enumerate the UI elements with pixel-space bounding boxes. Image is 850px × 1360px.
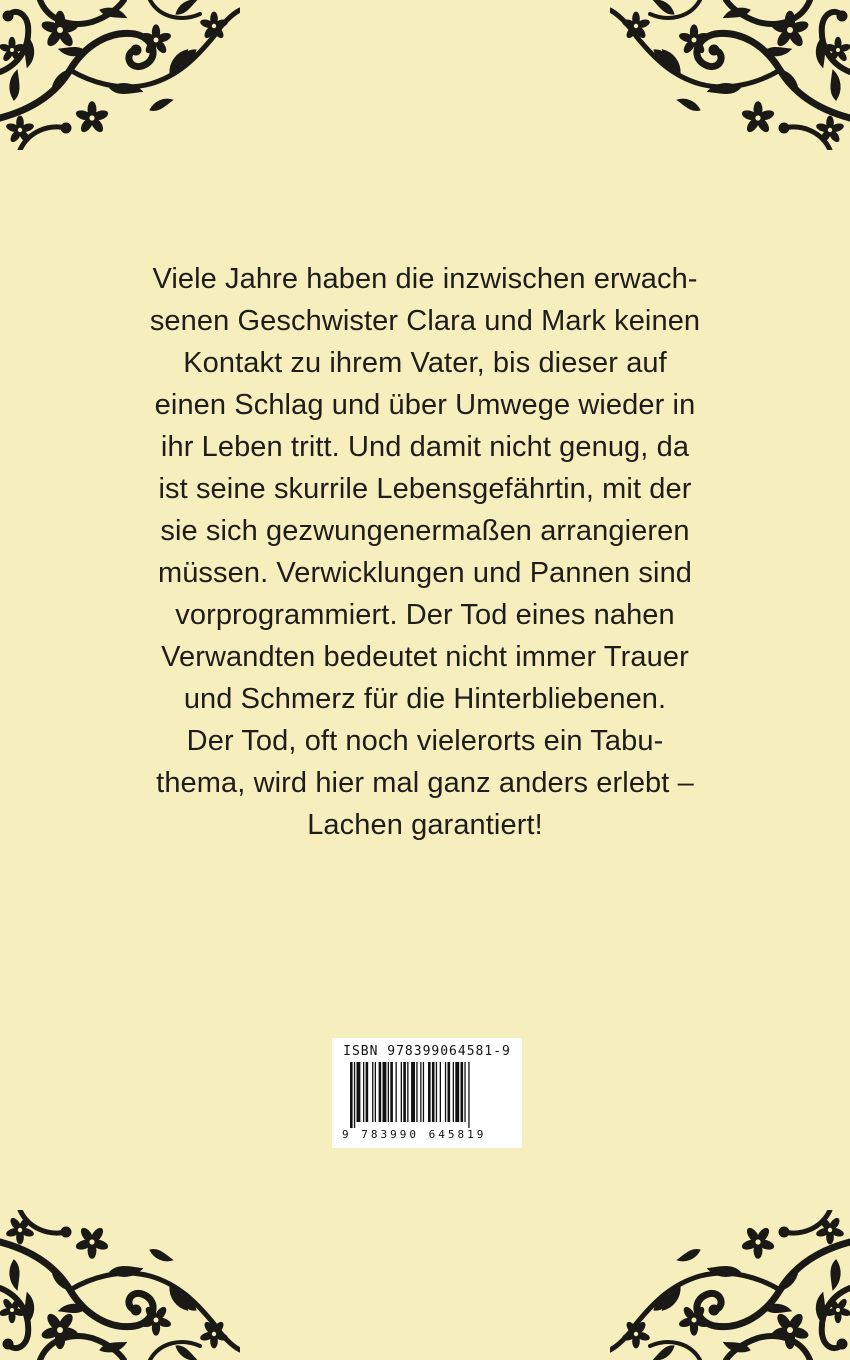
barcode-bar	[428, 1062, 431, 1122]
barcode-bar	[455, 1062, 459, 1122]
blurb-line: sie sich gezwungenermaßen arrangieren	[160, 515, 690, 547]
blurb-text	[100, 258, 750, 846]
barcode-bar	[436, 1062, 437, 1122]
barcode-bar	[407, 1062, 408, 1122]
blurb-line: vorprogrammiert. Der Tod eines nahen	[175, 599, 675, 631]
barcode-bar	[401, 1062, 402, 1122]
blurb-line: Lachen garantiert!	[307, 809, 543, 841]
barcode-bar	[363, 1062, 364, 1122]
barcode-bar	[448, 1062, 451, 1122]
ean-digits: 9 783990 645819	[342, 1128, 487, 1141]
barcode-bar	[354, 1062, 355, 1128]
blurb-line: Der Tod, oft noch vielerorts ein Tabu-	[186, 725, 664, 757]
blurb-line: und Schmerz für die Hinterbliebenen.	[183, 683, 667, 715]
barcode-bar	[366, 1062, 369, 1122]
barcode-bar	[420, 1062, 421, 1122]
barcode-bar	[357, 1062, 361, 1122]
floral-ornament-bottom-right-icon	[610, 1210, 850, 1360]
barcode-bar	[445, 1062, 446, 1122]
barcode-bar	[375, 1062, 376, 1122]
barcode-bar	[432, 1062, 435, 1122]
floral-ornament-bottom-left-icon	[0, 1210, 240, 1360]
barcode-bar	[403, 1062, 406, 1122]
barcode-icon	[350, 1062, 504, 1128]
barcode-bar	[390, 1062, 393, 1122]
blurb-line: müssen. Verwicklungen und Pannen sind	[157, 557, 693, 589]
barcode-bar	[453, 1062, 454, 1122]
floral-ornament-top-right-icon	[610, 0, 850, 150]
barcode-bar	[423, 1062, 424, 1122]
barcode-bar	[468, 1062, 469, 1128]
barcode-bar	[464, 1062, 465, 1122]
blurb-line: Verwandten bedeutet nicht immer Trauer	[161, 641, 689, 673]
barcode-bar	[440, 1062, 441, 1122]
barcode-bar	[388, 1062, 389, 1122]
barcode-bar	[379, 1062, 382, 1122]
blurb-line: thema, wird hier mal ganz anders erlebt –	[156, 767, 694, 799]
blurb-line: Viele Jahre haben die inzwischen erwach-	[152, 263, 698, 295]
floral-ornament-top-left-icon	[0, 0, 240, 150]
floral-ornament-svg	[0, 0, 240, 150]
barcode-bar	[350, 1062, 353, 1128]
barcode-bar	[461, 1062, 464, 1122]
isbn-barcode	[332, 1038, 522, 1148]
blurb-line: senen Geschwister Clara und Mark keinen	[149, 305, 701, 337]
barcode-bar	[411, 1062, 415, 1122]
blurb-line: ihr Leben tritt. Und damit nicht genug, da	[160, 431, 690, 463]
blurb-line: Kontakt zu ihrem Vater, bis dieser auf	[183, 347, 667, 379]
barcode-bar	[372, 1062, 373, 1122]
blurb-line: einen Schlag und über Umwege wieder in	[154, 389, 696, 421]
barcode-bar	[396, 1062, 397, 1122]
blurb-line: ist seine skurrile Lebensgefährtin, mit der	[158, 473, 692, 505]
barcode-bar	[383, 1062, 387, 1122]
barcode-bar	[416, 1062, 417, 1122]
isbn-label: ISBN 978399064581-9	[343, 1044, 511, 1059]
